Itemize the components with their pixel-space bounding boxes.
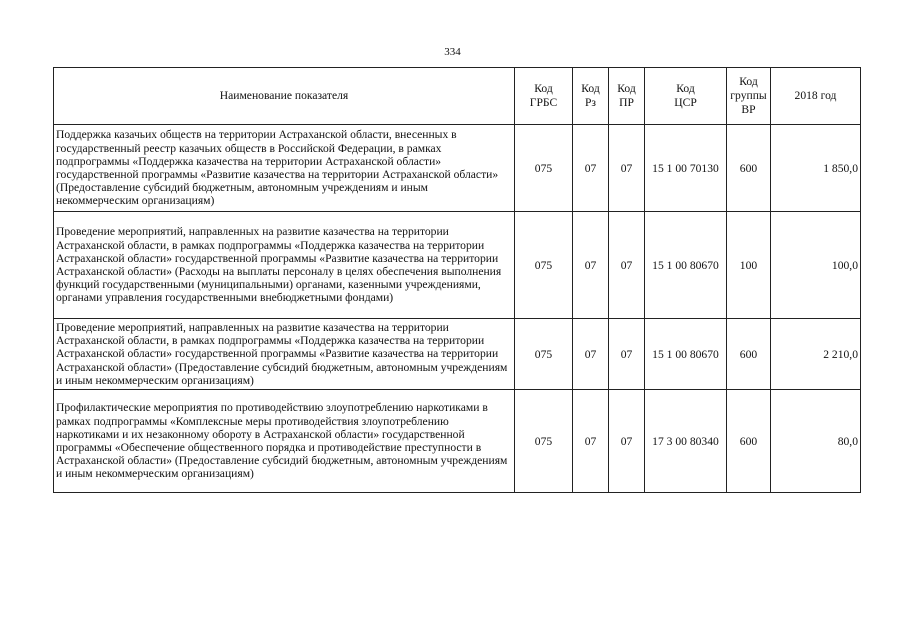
- header-vr-line-3: ВР: [741, 103, 756, 116]
- header-csr-line-1: Код: [676, 82, 695, 95]
- header-pr: [609, 68, 645, 125]
- budget-table: [53, 67, 861, 493]
- header-rz-line-2: Рз: [584, 96, 597, 109]
- header-vr: [727, 68, 771, 125]
- header-rz: [573, 68, 609, 125]
- row-amount: 1 850,0: [771, 125, 861, 212]
- header-name: Наименование показателя: [54, 68, 515, 125]
- row-rz: 07: [573, 125, 609, 212]
- header-vr-line-2: группы: [730, 89, 767, 102]
- page-number: 334: [444, 46, 461, 58]
- row-amount: 2 210,0: [771, 319, 861, 390]
- row-csr: 15 1 00 80670: [645, 319, 727, 390]
- row-pr: 07: [609, 319, 645, 390]
- row-vr: 600: [727, 319, 771, 390]
- row-csr: 15 1 00 70130: [645, 125, 727, 212]
- row-name: Проведение мероприятий, направленных на развитие казачества на территории Астраханской области, в рамках подпрограммы «Поддержка казачества на территории Астраханской области» государственной программы «Развитие казачества на территории Астраханской области» (Предоставление субсидий бюджетным, автономным учреждениям и иным некоммерческим организациям): [54, 319, 515, 390]
- row-rz: 07: [573, 390, 609, 493]
- table-row: [54, 125, 861, 212]
- header-csr: [645, 68, 727, 125]
- row-vr: 100: [727, 212, 771, 319]
- row-name: Проведение мероприятий, направленных на развитие казачества на территории Астраханской области, в рамках подпрограммы «Поддержка казачества на территории Астраханской области» государственной программы «Развитие казачества на территории Астраханской области» (Расходы на выплаты персоналу в целях обеспечения выполнения функций государственными (муниципальными) органами, казенными учреждениями, органами управления государственными внебюджетными фондами): [54, 212, 515, 319]
- row-amount: 80,0: [771, 390, 861, 493]
- row-name: Профилактические мероприятия по противодействию злоупотреблению наркотиками в рамках подпрограммы «Комплексные меры противодействия злоупотреблению наркотиками и их незаконному обороту в Астраханской области» государственной программы «Обеспечение общественного порядка и противодействие преступности в Астраханской области» (Предоставление субсидий бюджетным, автономным учреждениям и иным некоммерческим организациям): [54, 390, 515, 493]
- row-csr: 15 1 00 80670: [645, 212, 727, 319]
- row-amount: 100,0: [771, 212, 861, 319]
- row-pr: 07: [609, 390, 645, 493]
- row-rz: 07: [573, 319, 609, 390]
- row-vr: 600: [727, 125, 771, 212]
- table-row: [54, 212, 861, 319]
- header-vr-line-1: Код: [739, 75, 758, 88]
- row-grbs: 075: [515, 212, 573, 319]
- header-rz-line-1: Код: [581, 82, 600, 95]
- table-row: [54, 390, 861, 493]
- row-pr: 07: [609, 125, 645, 212]
- row-name: Поддержка казачьих обществ на территории Астраханской области, внесенных в государственный реестр казачьих обществ в Российской Федерации, в рамках подпрограммы «Поддержка казачества на территории Астраханской области» государственной программы «Развитие казачества на территории Астраханской области» (Предоставление субсидий бюджетным, автономным учреждениям и иным некоммерческим организациям): [54, 125, 515, 212]
- header-grbs-line-1: Код: [534, 82, 553, 95]
- header-csr-line-2: ЦСР: [674, 96, 697, 109]
- row-grbs: 075: [515, 125, 573, 212]
- row-grbs: 075: [515, 390, 573, 493]
- row-vr: 600: [727, 390, 771, 493]
- header-grbs-line-2: ГРБС: [529, 96, 558, 109]
- header-pr-line-1: Код: [617, 82, 636, 95]
- row-grbs: 075: [515, 319, 573, 390]
- row-csr: 17 3 00 80340: [645, 390, 727, 493]
- header-pr-line-2: ПР: [619, 96, 634, 109]
- header-grbs: [515, 68, 573, 125]
- table-header-row: [54, 68, 861, 125]
- table-row: [54, 319, 861, 390]
- row-pr: 07: [609, 212, 645, 319]
- row-rz: 07: [573, 212, 609, 319]
- header-year: 2018 год: [771, 68, 861, 125]
